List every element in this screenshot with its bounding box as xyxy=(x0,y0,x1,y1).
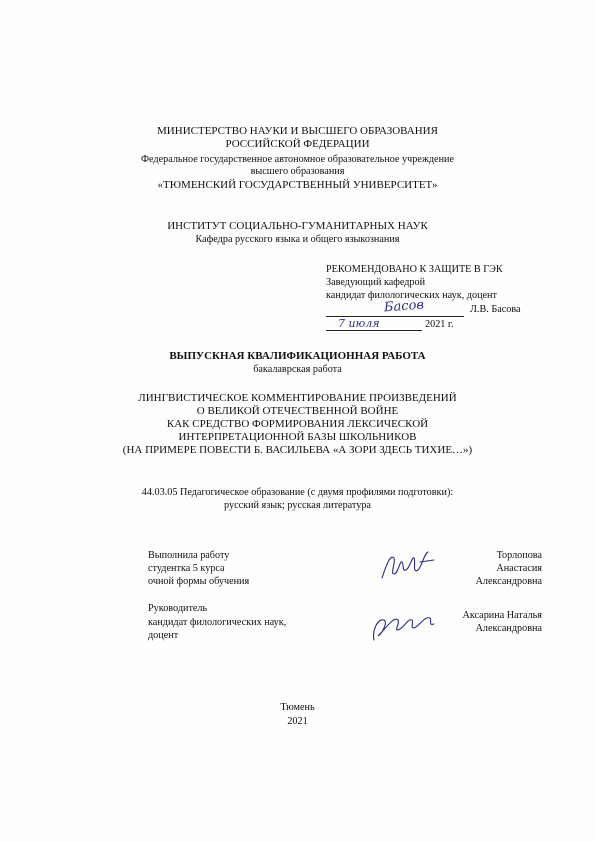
institution-line-1: Федеральное государственное автономное образовательное учреждение xyxy=(140,154,454,165)
work-subtype: бакалаврская работа xyxy=(253,364,342,375)
university-name: «ТЮМЕНСКИЙ ГОСУДАРСТВЕННЫЙ УНИВЕРСИТЕТ» xyxy=(157,179,438,191)
title-line-5: (НА ПРИМЕРЕ ПОВЕСТИ Б. ВАСИЛЬЕВА «А ЗОРИ ЗДЕСЬ ТИХИЕ…») xyxy=(122,444,473,456)
author-label-2: студентка 5 курса xyxy=(148,563,225,574)
ministry-line-1: МИНИСТЕРСТВО НАУКИ И ВЫСШЕГО ОБРАЗОВАНИЯ xyxy=(157,125,438,137)
author-name-1: Торлопова xyxy=(496,550,542,561)
supervisor-label-1: Руководитель xyxy=(148,603,208,614)
author-name-3: Александровна xyxy=(475,576,542,587)
program-line-2: русский язык; русская литература xyxy=(224,500,371,511)
title-line-2: О ВЕЛИКОЙ ОТЕЧЕСТВЕННОЙ ВОЙНЕ xyxy=(196,405,399,417)
title-line-4: ИНТЕРПРЕТАЦИОННОЙ БАЗЫ ШКОЛЬНИКОВ xyxy=(178,431,417,443)
author-name-2: Анастасия xyxy=(496,563,542,574)
title-line-1: ЛИНГВИСТИЧЕСКОЕ КОММЕНТИРОВАНИЕ ПРОИЗВЕДЕНИЙ xyxy=(138,392,457,404)
institute-name: ИНСТИТУТ СОЦИАЛЬНО-ГУМАНИТАРНЫХ НАУК xyxy=(167,220,428,232)
supervisor-label-3: доцент xyxy=(148,630,179,641)
approval-signature: Басов xyxy=(383,297,425,316)
approval-role: Заведующий кафедрой xyxy=(326,277,426,288)
title-line-3: КАК СРЕДСТВО ФОРМИРОВАНИЯ ЛЕКСИЧЕСКОЙ xyxy=(166,418,429,430)
approval-degree: кандидат филологических наук, доцент xyxy=(326,290,497,301)
author-label-1: Выполнила работу xyxy=(148,550,230,561)
approval-head-name: Л.В. Басова xyxy=(470,304,521,315)
supervisor-name-2: Александровна xyxy=(475,623,542,634)
work-type: ВЫПУСКНАЯ КВАЛИФИКАЦИОННАЯ РАБОТА xyxy=(169,350,426,362)
city: Тюмень xyxy=(280,702,315,713)
supervisor-signature xyxy=(368,606,440,646)
approval-date-line xyxy=(326,330,422,331)
institution-line-2: высшего образования xyxy=(250,166,345,177)
supervisor-label-2: кандидат филологических наук, xyxy=(148,617,287,628)
supervisor-name-1: Аксарина Наталья xyxy=(462,610,542,621)
author-signature xyxy=(378,548,438,584)
ministry-line-2: РОССИЙСКОЙ ФЕДЕРАЦИИ xyxy=(225,138,370,150)
year: 2021 xyxy=(287,716,308,727)
approval-year: 2021 г. xyxy=(425,319,454,330)
chair-name: Кафедра русского языка и общего языкознания xyxy=(195,234,400,245)
approval-heading: РЕКОМЕНДОВАНО К ЗАЩИТЕ В ГЭК xyxy=(326,264,503,275)
program-line-1: 44.03.05 Педагогическое образование (с двумя профилями подготовки): xyxy=(141,487,454,498)
author-label-3: очной формы обучения xyxy=(148,576,250,587)
approval-date-handwritten: 7 июля xyxy=(338,317,380,330)
